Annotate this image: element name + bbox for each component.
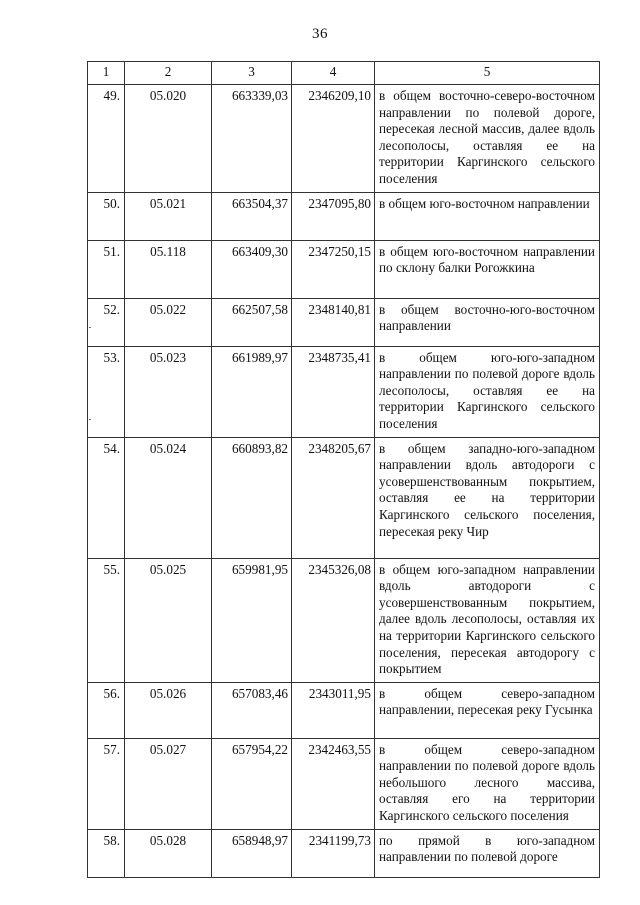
coordinate-x: 663504,37 xyxy=(212,192,292,240)
point-code: 05.024 xyxy=(125,437,212,558)
point-code: 05.027 xyxy=(125,738,212,829)
coordinate-y: 2343011,95 xyxy=(292,682,375,738)
header-col-5: 5 xyxy=(375,62,600,85)
coordinate-x: 657954,22 xyxy=(212,738,292,829)
point-code: 05.021 xyxy=(125,192,212,240)
coordinate-x: 657083,46 xyxy=(212,682,292,738)
table-row xyxy=(88,346,600,437)
row-number: 53. xyxy=(88,346,125,437)
row-number: 50. xyxy=(88,192,125,240)
boundary-description: по прямой в юго-западном направлении по полевой дороге xyxy=(375,829,600,877)
coordinate-y: 2341199,73 xyxy=(292,829,375,877)
coordinate-y: 2348140,81 xyxy=(292,298,375,346)
coordinate-x: 663339,03 xyxy=(212,85,292,193)
point-code: 05.023 xyxy=(125,346,212,437)
table-row xyxy=(88,437,600,558)
coordinate-y: 2348205,67 xyxy=(292,437,375,558)
coordinate-y: 2345326,08 xyxy=(292,558,375,682)
table-body xyxy=(88,85,600,878)
coordinate-y: 2348735,41 xyxy=(292,346,375,437)
header-col-3: 3 xyxy=(212,62,292,85)
boundary-points-table xyxy=(87,61,600,878)
row-number: 55. xyxy=(88,558,125,682)
boundary-description: в общем восточно-северо-восточном направлении по полевой дороге, пересекая лесной массив, далее вдоль лесополосы, оставляя ее на территории Каргинского сельского поселения xyxy=(375,85,600,193)
row-number: 51. xyxy=(88,240,125,298)
table-row xyxy=(88,829,600,877)
table-header xyxy=(88,62,600,85)
table-row xyxy=(88,738,600,829)
boundary-description: в общем юго-юго-западном направлении по полевой дороге вдоль лесополосы, оставляя ее на территории Каргинского сельского поселения xyxy=(375,346,600,437)
header-col-2: 2 xyxy=(125,62,212,85)
table-row xyxy=(88,298,600,346)
coordinate-y: 2346209,10 xyxy=(292,85,375,193)
coordinate-y: 2342463,55 xyxy=(292,738,375,829)
boundary-description: в общем юго-западном направлении вдоль автодороги с усовершенствованным покрытием, далее вдоль лесополосы, оставляя их на территории Каргинского сельского поселения, пересекая автодорогу с покрытием xyxy=(375,558,600,682)
table-row xyxy=(88,240,600,298)
coordinate-x: 660893,82 xyxy=(212,437,292,558)
point-code: 05.025 xyxy=(125,558,212,682)
point-code: 05.020 xyxy=(125,85,212,193)
point-code: 05.022 xyxy=(125,298,212,346)
boundary-description: в общем восточно-юго-восточном направлении xyxy=(375,298,600,346)
row-number: 57. xyxy=(88,738,125,829)
row-number: 56. xyxy=(88,682,125,738)
table-row xyxy=(88,558,600,682)
coordinate-x: 663409,30 xyxy=(212,240,292,298)
boundary-description: в общем западно-юго-западном направлении вдоль автодороги с усовершенствованным покрытием, оставляя ее на территории Каргинского сельского поселения, пересекая реку Чир xyxy=(375,437,600,558)
boundary-description: в общем юго-восточном направлении по склону балки Рогожкина xyxy=(375,240,600,298)
row-number: 58. xyxy=(88,829,125,877)
coordinate-x: 658948,97 xyxy=(212,829,292,877)
header-col-4: 4 xyxy=(292,62,375,85)
page-number: 36 xyxy=(312,26,328,42)
boundary-description: в общем юго-восточном направлении xyxy=(375,192,600,240)
coordinate-x: 661989,97 xyxy=(212,346,292,437)
coordinate-y: 2347250,15 xyxy=(292,240,375,298)
row-number: 52. xyxy=(88,298,125,346)
boundary-description: в общем северо-западном направлении, пересекая реку Гусынка xyxy=(375,682,600,738)
row-number: 49. xyxy=(88,85,125,193)
row-number: 54. xyxy=(88,437,125,558)
coordinate-y: 2347095,80 xyxy=(292,192,375,240)
coordinate-x: 662507,58 xyxy=(212,298,292,346)
header-col-1: 1 xyxy=(88,62,125,85)
table-row xyxy=(88,682,600,738)
table-row xyxy=(88,192,600,240)
boundary-description: в общем северо-западном направлении по полевой дороге вдоль небольшого лесного массива, оставляя его на территории Каргинского сельского поселения xyxy=(375,738,600,829)
point-code: 05.118 xyxy=(125,240,212,298)
table-row xyxy=(88,85,600,193)
point-code: 05.026 xyxy=(125,682,212,738)
point-code: 05.028 xyxy=(125,829,212,877)
coordinate-x: 659981,95 xyxy=(212,558,292,682)
